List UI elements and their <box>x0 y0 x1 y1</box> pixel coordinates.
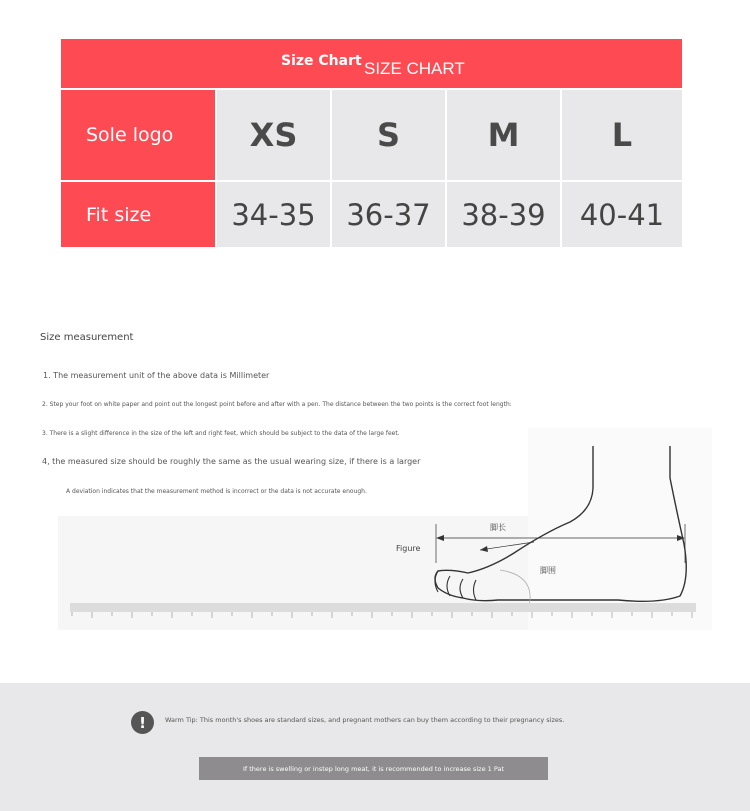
size-chart-header <box>61 39 682 88</box>
exclamation-icon: ! <box>131 711 154 734</box>
figure-caption: Figure <box>396 544 421 553</box>
size-chart-title-en: SIZE CHART <box>364 59 465 78</box>
note-1: 1. The measurement unit of the above data is Millimeter <box>43 371 270 380</box>
foot-illustration <box>58 428 712 630</box>
fit-cell-xs: 34-35 <box>217 182 330 247</box>
fit-cell-l: 40-41 <box>562 182 682 247</box>
size-chart-table <box>61 39 682 247</box>
size-chart-title: Size Chart <box>281 53 362 69</box>
foot-girth-label: 脚围 <box>540 566 556 575</box>
note-5: A deviation indicates that the measurement method is incorrect or the data is not accurate enough. <box>66 488 367 495</box>
size-cell-m: M <box>447 90 560 180</box>
size-measurement-title: Size measurement <box>40 332 134 343</box>
foot-measurement-figure <box>58 428 712 630</box>
warm-tip-text: Warm Tip: This month's shoes are standard sizes, and pregnant mothers can buy them according to their pregnancy sizes. <box>165 716 565 724</box>
note-3: 3. There is a slight difference in the size of the left and right feet, which should be subject to the data of the large feet. <box>42 430 400 437</box>
sole-logo-label: Sole logo <box>61 90 215 180</box>
size-cell-xs: XS <box>217 90 330 180</box>
fit-cell-s: 36-37 <box>332 182 445 247</box>
size-cell-s: S <box>332 90 445 180</box>
swelling-tip-button[interactable]: If there is swelling or instep long meat, it is recommended to increase size 1 Pat <box>199 757 548 780</box>
foot-length-label: 脚长 <box>490 523 506 532</box>
warm-tip-section <box>0 683 750 811</box>
note-2: 2. Step your foot on white paper and point out the longest point before and after with a pen. The distance between the two points is the correct foot length: <box>42 401 512 408</box>
size-cell-l: L <box>562 90 682 180</box>
note-4: 4, the measured size should be roughly the same as the usual wearing size, if there is a larger <box>42 457 421 466</box>
fit-cell-m: 38-39 <box>447 182 560 247</box>
fit-size-label: Fit size <box>61 182 215 247</box>
